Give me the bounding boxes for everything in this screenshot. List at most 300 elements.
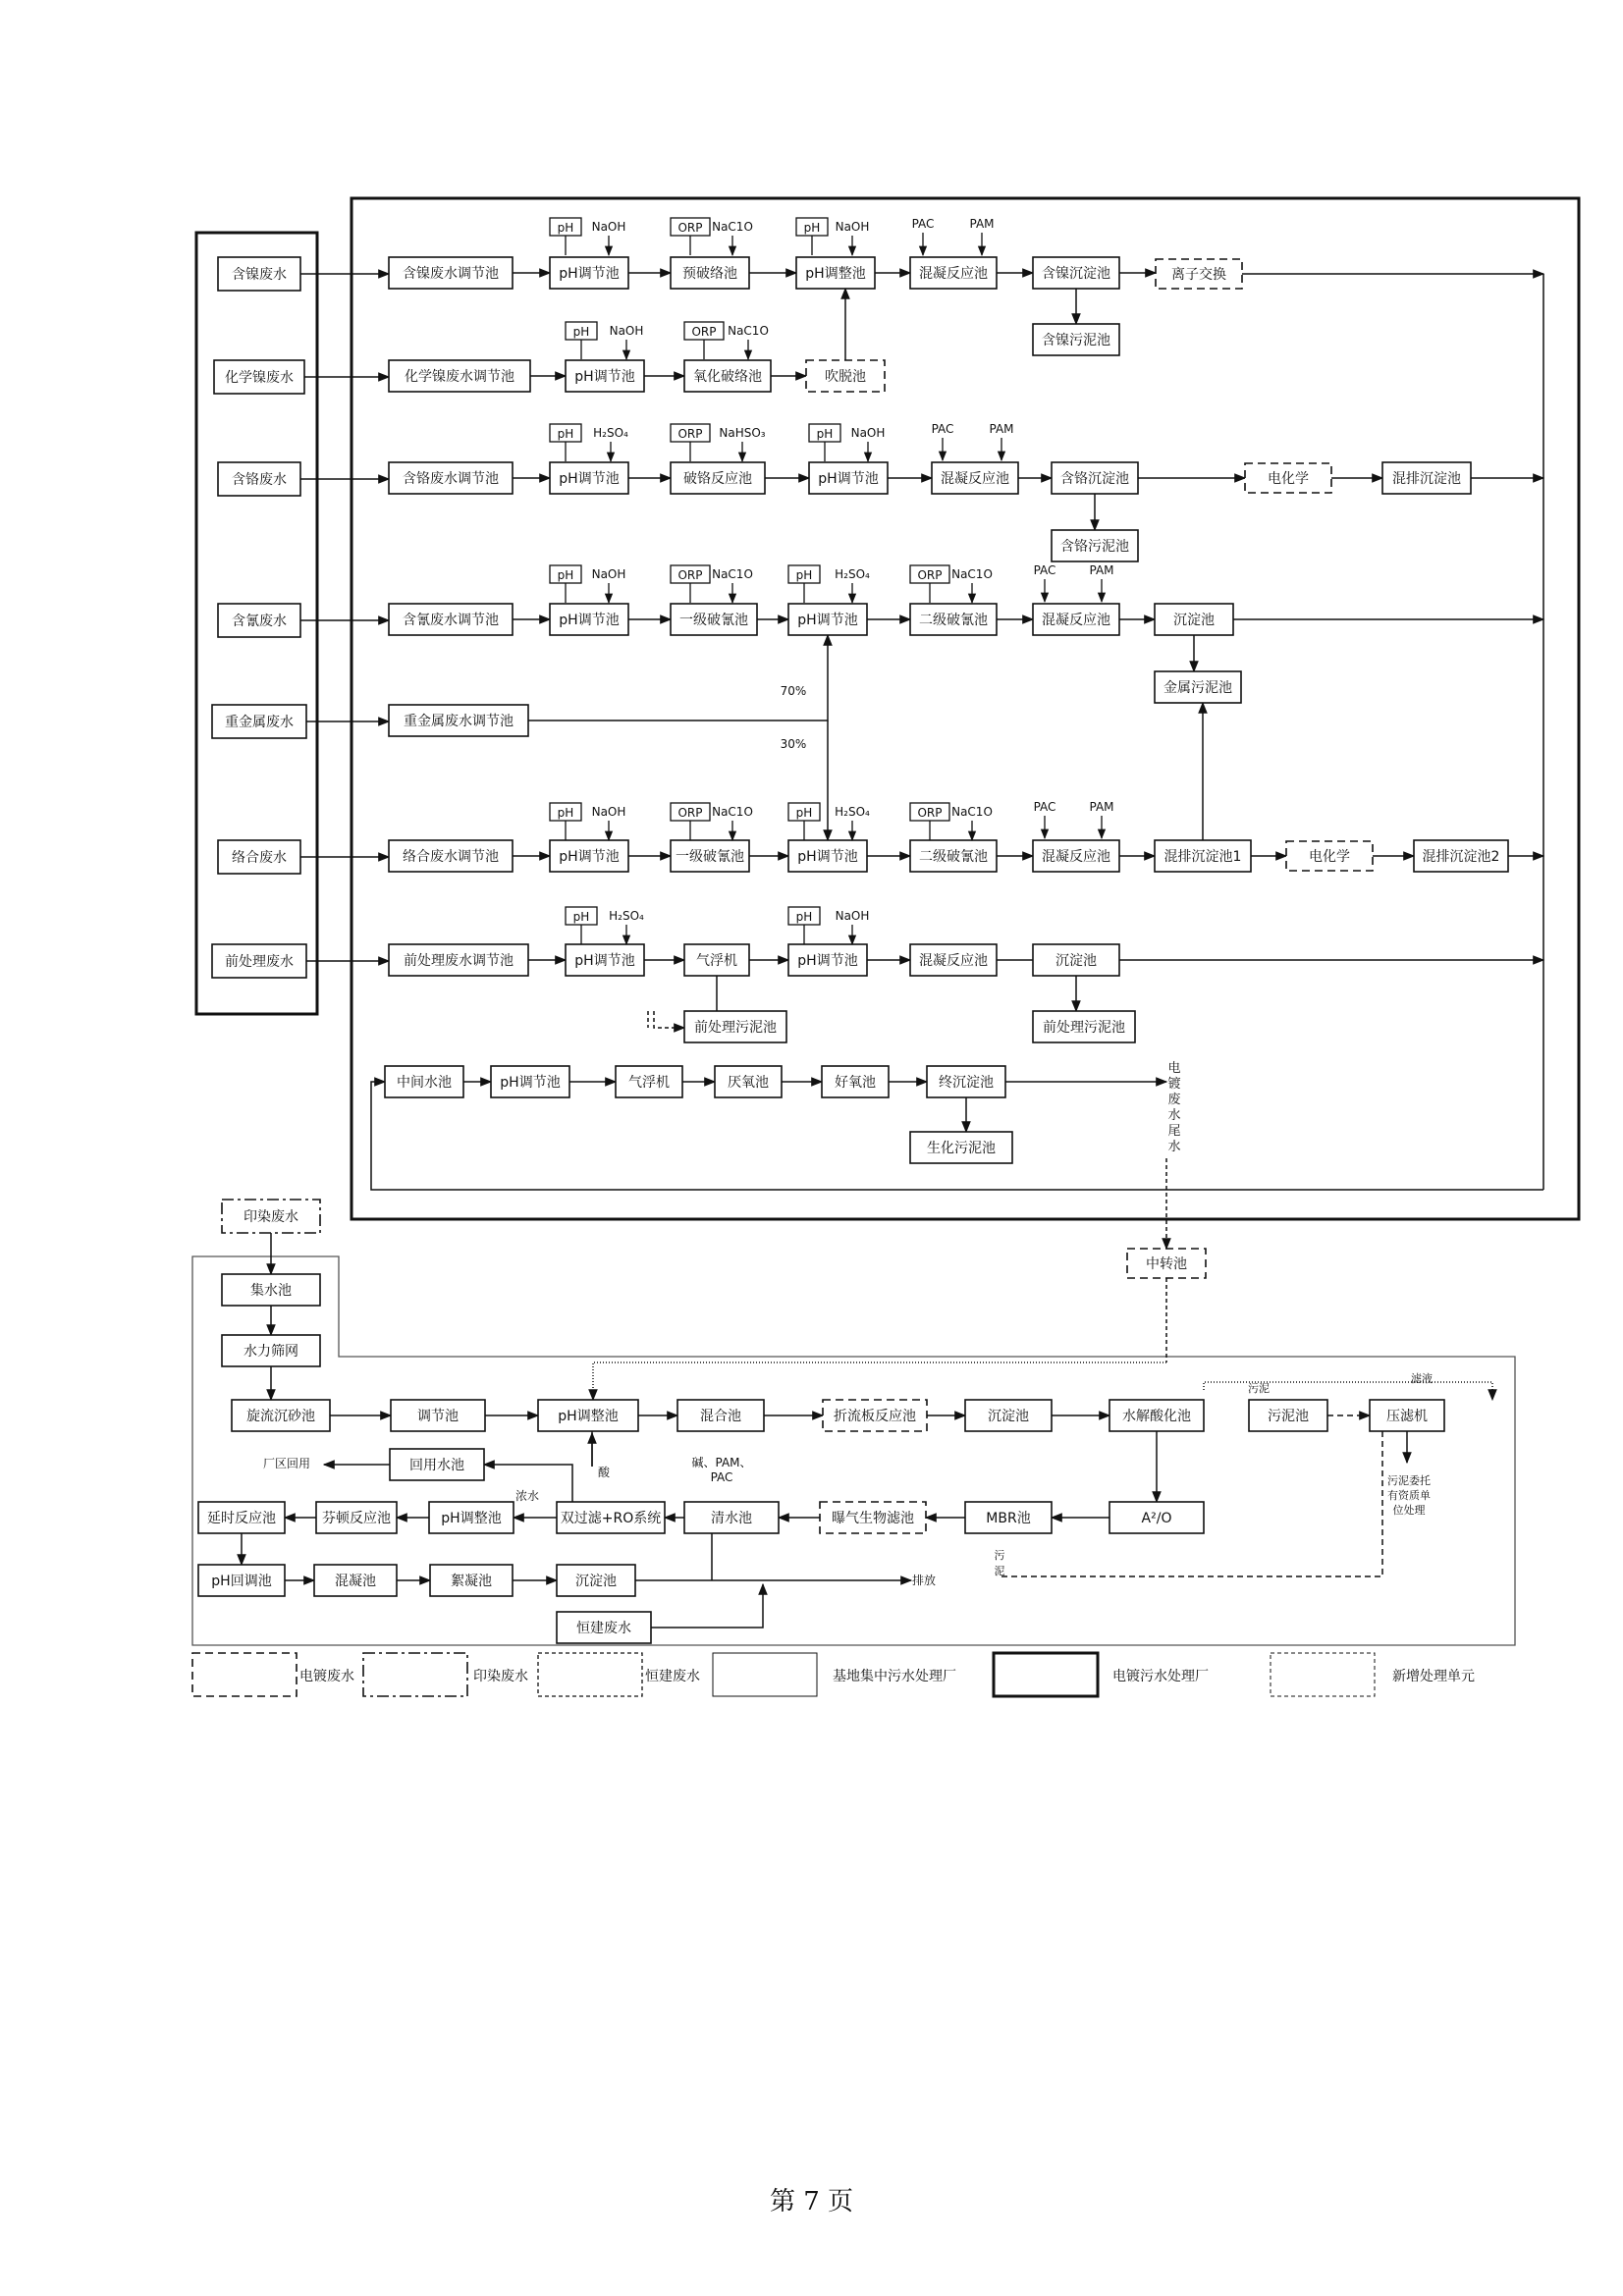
svg-text:恒建废水: 恒建废水: [645, 1669, 700, 1684]
node-label: 混合池: [700, 1409, 741, 1424]
meter-ph: [550, 424, 581, 461]
node-label: 前处理废水调节池: [404, 953, 514, 969]
node-r8-sed: [927, 1066, 1005, 1097]
node-label: 集水池: [250, 1283, 292, 1299]
note-acid: 酸: [597, 1466, 611, 1479]
node-label: pH调节池: [559, 471, 620, 487]
note-concentrate: 浓水: [514, 1489, 540, 1503]
dose-naoh: [592, 567, 626, 603]
note-alkali_pam: 碱、PAM、: [691, 1456, 752, 1469]
node-r4-cn2: [910, 604, 997, 635]
node-label: 吹脱池: [825, 369, 866, 385]
node-label: pH调节池: [559, 849, 620, 865]
node-label: pH调节池: [574, 369, 635, 385]
node-label: 一级破氰池: [676, 849, 744, 865]
legend-plating: [192, 1653, 354, 1696]
svg-text:pH: pH: [572, 910, 590, 924]
node-hengjian: [557, 1612, 651, 1643]
node-r1-sed: [1033, 257, 1119, 289]
node-press: [1370, 1400, 1444, 1431]
node-label: 混排沉淀池1: [1163, 849, 1242, 865]
dose-pac: [932, 422, 954, 460]
node-label: pH调整池: [558, 1409, 619, 1424]
note-tail-water-char: 水: [1167, 1140, 1181, 1154]
node-sludge-tank: [1249, 1400, 1327, 1431]
meter-ph: [788, 565, 820, 603]
svg-text:PAM: PAM: [989, 422, 1014, 436]
legend: [192, 1653, 1475, 1696]
legend-new-unit: [1271, 1653, 1475, 1696]
node-label: 电化学: [1268, 471, 1309, 487]
node-src-pre: [212, 944, 306, 978]
svg-text:pH: pH: [557, 806, 574, 820]
svg-text:ORP: ORP: [677, 427, 703, 441]
node-label: 离子交换: [1171, 267, 1226, 283]
svg-text:H₂SO₄: H₂SO₄: [609, 909, 644, 923]
node-r8-ph: [491, 1066, 569, 1097]
svg-text:PAC: PAC: [1033, 563, 1056, 577]
node-label: pH调节池: [559, 613, 620, 628]
svg-text:pH: pH: [557, 568, 574, 582]
node-r3-ph2: [809, 462, 888, 494]
svg-text:PAM: PAM: [1089, 800, 1114, 814]
dose-pac: [1034, 800, 1056, 838]
node-src-chemni: [214, 360, 304, 394]
node-label: 污泥池: [1268, 1409, 1309, 1424]
svg-text:H₂SO₄: H₂SO₄: [593, 426, 628, 440]
node-r1-ph2: [796, 257, 875, 289]
dose-naclo: [728, 324, 769, 359]
node-r8-flot: [616, 1066, 682, 1097]
node-r3-ph: [550, 462, 628, 494]
svg-text:ORP: ORP: [677, 806, 703, 820]
node-label: 氧化破络池: [693, 369, 762, 385]
note-discharge: 排放: [911, 1574, 937, 1587]
dose-naclo: [951, 567, 993, 603]
node-r7-ph: [566, 944, 644, 976]
svg-text:pH: pH: [557, 221, 574, 235]
node-r6-ph2: [788, 840, 867, 872]
note-tail-water-char: 废: [1167, 1093, 1181, 1107]
node-label: 含铬废水调节池: [403, 471, 499, 487]
dose-h2so4: [835, 805, 870, 840]
node-label: 沉淀池: [575, 1574, 617, 1589]
dose-h2so4: [609, 909, 644, 944]
note-sludge-vert: 污: [994, 1549, 1005, 1562]
flow-line: [528, 635, 828, 721]
node-r6-cn1: [671, 840, 749, 872]
dose-h2so4: [835, 567, 870, 603]
node-label: 絮凝池: [451, 1574, 492, 1589]
legend-dyeing: [363, 1653, 528, 1696]
svg-text:PAM: PAM: [1089, 563, 1114, 577]
node-r7-sludge2: [1033, 1011, 1135, 1042]
node-r2-adj: [389, 360, 530, 392]
node-mix: [677, 1400, 764, 1431]
note-sludge-entrust: 污泥委托: [1387, 1474, 1431, 1487]
svg-text:NaOH: NaOH: [609, 324, 644, 338]
svg-text:ORP: ORP: [917, 568, 943, 582]
dose-naoh: [610, 324, 644, 359]
node-label: pH调节池: [500, 1075, 561, 1091]
dose-pac: [912, 217, 935, 255]
node-r3-adj: [389, 462, 513, 494]
node-label: 含镍沉淀池: [1042, 266, 1110, 282]
node-r8-aer: [822, 1066, 889, 1097]
node-label: 混凝反应池: [1042, 849, 1110, 865]
meter-ph: [796, 218, 828, 255]
dose-naoh: [592, 805, 626, 840]
node-label: 水力筛网: [243, 1344, 298, 1360]
node-label: 中转池: [1146, 1256, 1187, 1272]
dose-naclo: [712, 805, 753, 840]
svg-text:NaC1O: NaC1O: [951, 805, 993, 819]
svg-text:NaOH: NaOH: [835, 220, 870, 234]
svg-text:H₂SO₄: H₂SO₄: [835, 805, 870, 819]
svg-text:NaHSO₃: NaHSO₃: [719, 426, 766, 440]
dose-pam: [989, 422, 1013, 460]
node-r2-ox: [684, 360, 771, 392]
svg-text:PAC: PAC: [931, 422, 954, 436]
dose-naclo: [712, 567, 753, 603]
node-r1-pre: [671, 257, 749, 289]
svg-text:NaC1O: NaC1O: [712, 805, 753, 819]
node-label: 双过滤+RO系统: [560, 1511, 662, 1526]
node-src-hm: [212, 705, 306, 738]
node-label: 调节池: [417, 1409, 459, 1424]
node-collect: [222, 1274, 320, 1306]
node-r3-sed: [1052, 462, 1138, 494]
node-r1-sludge: [1033, 324, 1119, 355]
meter-orp: [671, 218, 710, 255]
node-label: 含氰废水: [232, 614, 287, 629]
node-r4-coag: [1033, 604, 1119, 635]
node-r6-mix2: [1414, 840, 1508, 872]
node-label: 混凝反应池: [1042, 613, 1110, 628]
node-src-ni: [218, 257, 300, 291]
meter-ph: [550, 218, 581, 255]
node-baffle: [823, 1400, 927, 1431]
node-label: 混凝池: [335, 1574, 376, 1589]
node-sed3: [557, 1565, 635, 1596]
node-r5-adj: [389, 705, 528, 736]
node-r7-adj: [389, 944, 528, 976]
node-r3-sludge: [1052, 530, 1138, 561]
dose-naoh: [836, 220, 870, 255]
dose-pam: [1089, 563, 1113, 602]
node-screen: [222, 1335, 320, 1366]
node-label: 二级破氰池: [919, 613, 988, 628]
node-r8-sludge: [910, 1132, 1012, 1163]
node-label: 含镍废水调节池: [403, 266, 499, 282]
node-label: 络合废水: [232, 850, 287, 866]
node-label: 压滤机: [1386, 1409, 1428, 1424]
svg-text:pH: pH: [795, 910, 813, 924]
node-r6-cn2: [910, 840, 997, 872]
node-label: 终沉淀池: [939, 1075, 994, 1091]
node-label: pH调节池: [797, 613, 858, 628]
node-label: 折流板反应池: [834, 1409, 916, 1424]
node-baf: [820, 1502, 926, 1533]
node-dual: [557, 1502, 665, 1533]
note-tail-water-char: 尾: [1167, 1124, 1181, 1139]
note-sludge-entrust: 位处理: [1392, 1504, 1426, 1517]
node-label: A²/O: [1141, 1511, 1172, 1526]
node-label: pH调整池: [441, 1511, 502, 1526]
note-sludge-entrust: 有资质单: [1387, 1489, 1431, 1502]
svg-text:pH: pH: [557, 427, 574, 441]
meter-orp: [684, 322, 724, 359]
meter-ph: [788, 803, 820, 840]
svg-text:pH: pH: [795, 806, 813, 820]
node-label: pH调节池: [574, 953, 635, 969]
note-sludge-vert: 泥: [994, 1565, 1005, 1577]
node-label: 沉淀池: [1055, 953, 1097, 969]
node-dye: [222, 1200, 320, 1233]
meter-orp: [910, 803, 949, 840]
svg-text:NaOH: NaOH: [835, 909, 870, 923]
node-src-cplx: [218, 840, 300, 874]
svg-text:pH: pH: [816, 427, 834, 441]
svg-text:NaOH: NaOH: [591, 805, 626, 819]
meter-orp: [671, 424, 710, 461]
node-label: pH回调池: [211, 1574, 272, 1589]
node-label: pH调节池: [818, 471, 879, 487]
legend-plating-plant: [994, 1653, 1209, 1696]
meter-ph: [809, 424, 840, 461]
svg-text:NaC1O: NaC1O: [712, 220, 753, 234]
svg-text:PAC: PAC: [911, 217, 935, 231]
node-r3-red: [671, 462, 765, 494]
dose-pam: [1089, 800, 1113, 838]
node-label: 气浮机: [696, 953, 737, 969]
svg-text:ORP: ORP: [677, 568, 703, 582]
legend-hengjian: [538, 1653, 700, 1696]
dose-h2so4: [593, 426, 628, 461]
svg-text:印染废水: 印染废水: [473, 1669, 528, 1684]
flow-line: [651, 1584, 763, 1628]
svg-text:pH: pH: [572, 325, 590, 339]
node-floc: [430, 1565, 513, 1596]
node-r4-adj: [389, 604, 513, 635]
node-label: 芬顿反应池: [322, 1511, 391, 1526]
node-clear: [684, 1502, 779, 1533]
node-r8-anox: [715, 1066, 782, 1097]
svg-text:H₂SO₄: H₂SO₄: [835, 567, 870, 581]
meter-ph: [550, 565, 581, 603]
dose-pam: [969, 217, 994, 255]
svg-text:ORP: ORP: [691, 325, 717, 339]
node-label: 混排沉淀池2: [1422, 849, 1500, 865]
node-r1-coag: [910, 257, 997, 289]
node-label: 金属污泥池: [1163, 680, 1232, 696]
node-label: 含氰废水调节池: [403, 613, 499, 628]
node-r6-ec: [1286, 841, 1373, 871]
svg-text:NaC1O: NaC1O: [712, 567, 753, 581]
node-label: 曝气生物滤池: [832, 1511, 914, 1526]
node-label: 旋流沉砂池: [246, 1409, 315, 1424]
node-r3-mix: [1382, 462, 1471, 494]
node-label: 印染废水: [243, 1209, 298, 1225]
node-label: 混排沉淀池: [1392, 471, 1461, 487]
node-label: 含铬废水: [232, 472, 287, 488]
node-r6-ph: [550, 840, 628, 872]
node-label: 好氧池: [835, 1075, 876, 1091]
node-src-cr: [218, 462, 300, 496]
node-label: 二级破氰池: [919, 849, 988, 865]
node-label: 混凝反应池: [941, 471, 1009, 487]
svg-text:ORP: ORP: [677, 221, 703, 235]
meter-orp: [910, 565, 949, 603]
node-grit: [232, 1400, 330, 1431]
node-label: 回用水池: [409, 1458, 464, 1473]
node-r2-strip: [806, 360, 885, 392]
node-hydro: [1109, 1400, 1204, 1431]
note-pac: PAC: [710, 1470, 733, 1484]
node-r4-cn1: [671, 604, 757, 635]
node-label: 中间水池: [397, 1075, 452, 1091]
node-r4-ph2: [788, 604, 867, 635]
svg-text:电镀废水: 电镀废水: [299, 1669, 354, 1684]
meter-orp: [671, 803, 710, 840]
node-r7-flot: [684, 944, 749, 976]
node-label: 预破络池: [682, 266, 737, 282]
node-r6-coag: [1033, 840, 1119, 872]
flow-line: [593, 1362, 1166, 1400]
node-label: 电化学: [1309, 849, 1350, 865]
node-r3-ec: [1245, 463, 1331, 493]
node-label: pH调节池: [797, 849, 858, 865]
node-label: 厌氧池: [728, 1075, 769, 1091]
node-r4-sed: [1155, 604, 1233, 635]
svg-text:NaOH: NaOH: [850, 426, 886, 440]
node-mbr: [965, 1502, 1052, 1533]
node-r7-sed: [1033, 944, 1119, 976]
node-ph-adj: [538, 1400, 638, 1431]
node-label: 化学镍废水: [225, 370, 294, 386]
svg-text:pH: pH: [803, 221, 821, 235]
node-src-cn: [218, 604, 300, 637]
node-r7-sludge1: [684, 1011, 786, 1042]
node-label: 清水池: [711, 1511, 752, 1526]
annotations: [263, 217, 1433, 1587]
node-ph-adj2: [429, 1502, 514, 1533]
meter-ph: [566, 907, 597, 944]
node-label: pH调节池: [559, 266, 620, 282]
node-r1-adj: [389, 257, 513, 289]
node-label: 混凝反应池: [919, 266, 988, 282]
node-label: 沉淀池: [1173, 613, 1215, 628]
svg-text:NaC1O: NaC1O: [728, 324, 769, 338]
node-label: 沉淀池: [988, 1409, 1029, 1424]
svg-text:PAM: PAM: [969, 217, 995, 231]
note-tail-water-char: 电: [1167, 1061, 1181, 1076]
node-r7-coag: [910, 944, 997, 976]
svg-text:NaOH: NaOH: [591, 567, 626, 581]
svg-text:NaC1O: NaC1O: [951, 567, 993, 581]
node-fenton: [316, 1502, 397, 1533]
svg-text:NaOH: NaOH: [591, 220, 626, 234]
svg-text:新增处理单元: 新增处理单元: [1392, 1669, 1475, 1684]
svg-text:pH: pH: [795, 568, 813, 582]
node-label: 含镍废水: [232, 267, 287, 283]
node-label: 含铬沉淀池: [1060, 471, 1129, 487]
node-label: 重金属废水调节池: [404, 714, 514, 729]
node-label: 前处理废水: [225, 954, 294, 970]
meter-orp: [671, 565, 710, 603]
node-r7-ph2: [788, 944, 867, 976]
dose-naoh: [851, 426, 886, 461]
svg-text:基地集中污水处理厂: 基地集中污水处理厂: [833, 1669, 956, 1684]
node-r6-mix1: [1155, 840, 1251, 872]
note-tail-water-char: 水: [1167, 1108, 1181, 1123]
node-label: 化学镍废水调节池: [405, 369, 514, 385]
note-tail-water-char: 镀: [1167, 1077, 1181, 1092]
meter-ph: [566, 322, 597, 359]
process-units: [198, 257, 1508, 1643]
note-filtrate: 滤液: [1411, 1372, 1433, 1385]
node-label: pH调整池: [805, 266, 866, 282]
meter-ph: [550, 803, 581, 840]
note-pct70: 70%: [780, 684, 807, 698]
node-label: 气浮机: [628, 1075, 670, 1091]
node-label: 含铬污泥池: [1060, 539, 1129, 555]
svg-text:PAC: PAC: [1033, 800, 1056, 814]
node-coag2: [314, 1565, 397, 1596]
node-label: pH调节池: [797, 953, 858, 969]
node-r2-ph: [566, 360, 644, 392]
node-eq: [391, 1400, 485, 1431]
node-reuse: [390, 1449, 484, 1480]
node-r1-ion: [1156, 259, 1242, 289]
node-label: 破铬反应池: [683, 471, 752, 487]
node-r8-mid: [385, 1066, 463, 1097]
node-delay: [198, 1502, 285, 1533]
note-pct30: 30%: [780, 737, 807, 751]
node-r4-sludge: [1155, 671, 1241, 703]
node-ph-reg: [198, 1565, 285, 1596]
node-label: 混凝反应池: [919, 953, 988, 969]
node-r6-adj: [389, 840, 513, 872]
node-ao: [1109, 1502, 1204, 1533]
legend-base-plant: [713, 1653, 956, 1696]
svg-text:ORP: ORP: [917, 806, 943, 820]
node-label: MBR池: [986, 1511, 1031, 1526]
meter-ph: [788, 907, 820, 944]
node-label: 络合废水调节池: [403, 849, 499, 865]
node-label: 前处理污泥池: [1043, 1020, 1125, 1036]
node-r3-coag: [932, 462, 1018, 494]
node-label: 一级破氰池: [679, 613, 748, 628]
dose-pac: [1034, 563, 1056, 602]
node-sed2: [965, 1400, 1052, 1431]
node-label: 恒建废水: [576, 1621, 631, 1636]
svg-text:电镀污水处理厂: 电镀污水处理厂: [1112, 1669, 1209, 1684]
node-r1-ph: [550, 257, 628, 289]
dose-nahso3: [719, 426, 765, 461]
node-label: 延时反应池: [207, 1511, 276, 1526]
node-label: 生化污泥池: [927, 1141, 996, 1156]
node-label: 水解酸化池: [1122, 1409, 1191, 1424]
note-reuse_out: 厂区回用: [262, 1457, 311, 1470]
node-r4-ph: [550, 604, 628, 635]
dose-naclo: [951, 805, 993, 840]
node-label: 前处理污泥池: [694, 1020, 777, 1036]
page-number: 第 7 页: [769, 2187, 854, 2216]
note-sludge_label: 污泥: [1248, 1382, 1270, 1395]
dose-naoh: [836, 909, 870, 944]
node-label: 重金属废水: [225, 715, 294, 730]
